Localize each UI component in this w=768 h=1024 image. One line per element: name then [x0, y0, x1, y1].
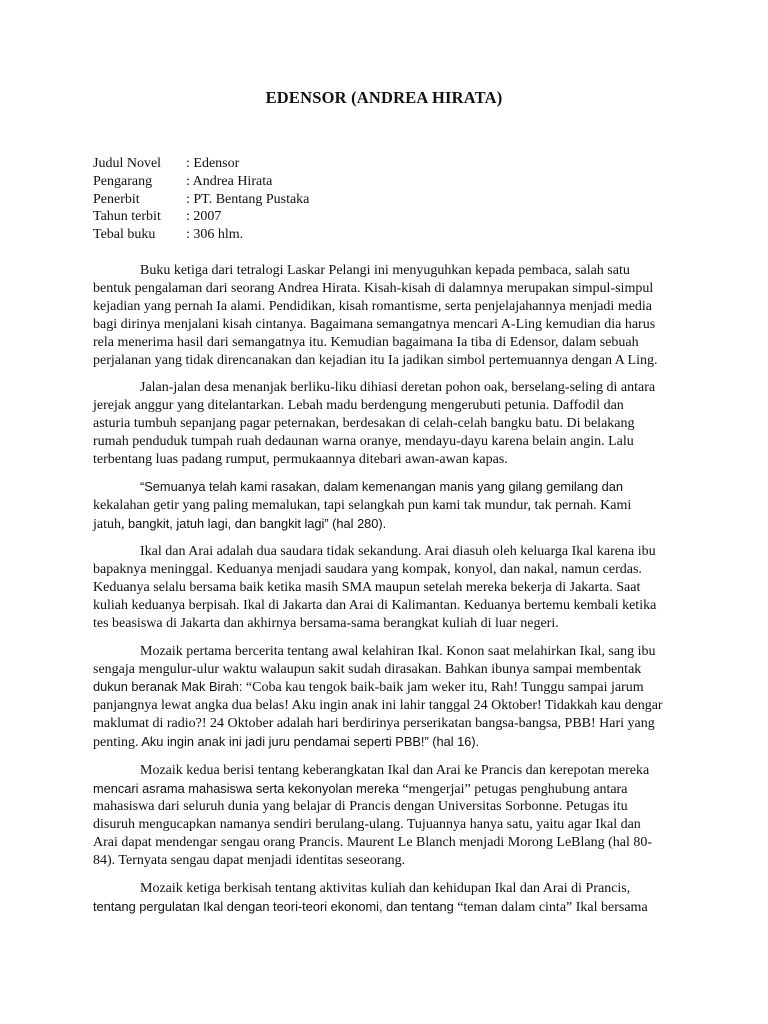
mozaik3-text-1: Mozaik ketiga berkisah tentang aktivitas kuliah dan kehidupan Ikal dan Arai di Prancis,: [140, 880, 631, 896]
paragraph-edensor-scenery: Jalan-jalan desa menanjak berliku-liku dihiasi deretan pohon oak, berselang-seling di antara jerejak anggur yang ditelantarkan. Lebah madu berdengung mengerubuti petunia. Daffodil dan asturia tumbuh sepanjang pagar peternakan, berdesakan di celah-celah bangku batu. Di belakang rumah penduduk tumpah ruah dedaunan warna oranye, mendayu-dayu karena belain angin. Lalu terbentang luas padang rumput, permukaannya ditebari awan-awan kapas.: [93, 380, 656, 467]
meta-value: : PT. Bentang Pustaka: [186, 191, 310, 207]
mozaik3-sans-1: tentang pergulatan Ikal dengan teori-teori ekonomi, dan tentang: [93, 898, 454, 914]
mozaik2-text-1: Mozaik kedua berisi tentang keberangkatan Ikal dan Arai ke Prancis dan kerepotan mereka: [140, 762, 650, 778]
paragraph-mozaik-ketiga: [93, 880, 663, 917]
mozaik2-text-2: “mengerjai” petugas penghubung antara mahasiswa dari seluruh dunia yang belajar di Prancis dengan Universitas Sorbonne. Petugas itu disuruh mengucapkan namanya sendiri berulang-ulang. Tujuannya hanya satu, yaitu agar Ikal dan Arai dapat mendengar sengau orang Prancis. Maurent Le Blanch menjadi Morong LeBlang (hal 80-84). Ternyata sengau dapat menjadi identitas seseorang.: [93, 781, 653, 869]
paragraph-mozaik-pertama: [93, 643, 663, 752]
mozaik1-text-2: “Coba kau tengok baik-baik jam weker itu, Rah! Tunggu sampai jarum panjangnya lewat angka dua belas! Aku ingin anak ini lahir tanggal 24 Oktober! Tidakkah kau dengar maklumat di radio?! 24 Oktober adalah hari berdirinya perserikatan bangsa-bangsa, PBB! Hari yang: [93, 680, 663, 732]
meta-row-pengarang: [93, 173, 309, 191]
paragraph-intro: Buku ketiga dari tetralogi Laskar Pelangi ini menyuguhkan kepada pembaca, salah satu bentuk pengalaman dari seorang Andrea Hirata. Kisah-kisah di dalamnya merupakan simpul-simpul kejadian yang pernah Ia alami. Pendidikan, kisah romantisme, serta penjelajahannya menjadi media bagi dirinya menjalani kisah cintanya. Bagaimana semangatnya mencari A-Ling kemudian dia harus rela menerima hasil dari semangatnya itu. Kemudian bagaimana Ia tiba di Edensor, dalam sebuah perjalanan yang tidak direncanakan dan kejadian itu Ia jadikan simbol pertemuannya dengan A Ling.: [93, 263, 658, 368]
meta-value: : 2007: [186, 209, 222, 225]
meta-value: : Andrea Hirata: [186, 173, 273, 189]
mozaik1-text-3: penting.: [93, 735, 139, 751]
quote-end: bangkit, jatuh lagi, dan bangkit lagi” (hal 280).: [128, 515, 387, 531]
meta-label: Judul Novel: [93, 156, 162, 171]
mozaik2-sans-1: mencari asrama mahasiswa serta kekonyolan mereka: [93, 780, 399, 796]
paragraph-quote: [93, 478, 663, 534]
quote-sans-part: “Semuanya telah kami rasakan, dalam kemenangan manis yang gilang gemilang dan: [140, 479, 624, 495]
quote-serif-part: kekalahan getir yang paling memalukan, tapi selangkah pun kami tak mundur, tak pernah. Kami jatuh,: [93, 498, 632, 532]
meta-row-judul: [93, 155, 309, 173]
meta-row-tebal: [93, 226, 309, 244]
meta-label: Pengarang: [93, 173, 153, 189]
meta-row-tahun: [93, 208, 309, 226]
meta-row-penerbit: [93, 191, 309, 209]
mozaik1-sans-2: Aku ingin anak ini jadi juru pendamai seperti PBB!” (hal 16).: [138, 734, 480, 750]
mozaik1-sans-1: dukun beranak Mak Birah:: [93, 679, 243, 695]
paragraph-mozaik-kedua: [93, 762, 663, 870]
mozaik1-text-1: Mozaik pertama bercerita tentang awal kelahiran Ikal. Konon saat melahirkan Ikal, sang ibu sengaja mengulur-ulur waktu walaupun sakit sudah dirasakan. Bahkan ibunya sampai membentak: [93, 643, 656, 677]
meta-label: Tebal buku: [93, 227, 156, 243]
meta-value: : Edensor: [186, 156, 240, 171]
meta-label: Penerbit: [93, 191, 140, 207]
meta-label: Tahun terbit: [93, 209, 161, 225]
document-body: [93, 262, 663, 926]
document-title: EDENSOR (ANDREA HIRATA): [265, 88, 503, 107]
mozaik3-text-2: “teman dalam cinta” Ikal bersama: [453, 899, 648, 915]
book-metadata: [93, 155, 309, 244]
paragraph-ikal-arai: Ikal dan Arai adalah dua saudara tidak sekandung. Arai diasuh oleh keluarga Ikal karena ibu bapaknya meninggal. Keduanya menjadi saudara yang kompak, konyol, dan nakal, namun cerdas. Keduanya selalu bersama baik ketika masih SMA maupun setelah mereka bekerja di Jakarta. Saat kuliah keduanya berpisah. Ikal di Jakarta dan Arai di Kalimantan. Keduanya bertemu kembali ketika tes beasiswa di Jakarta dan akhirnya bersama-sama berangkat kuliah di luar negeri.: [93, 544, 657, 632]
meta-value: : 306 hlm.: [186, 227, 244, 243]
